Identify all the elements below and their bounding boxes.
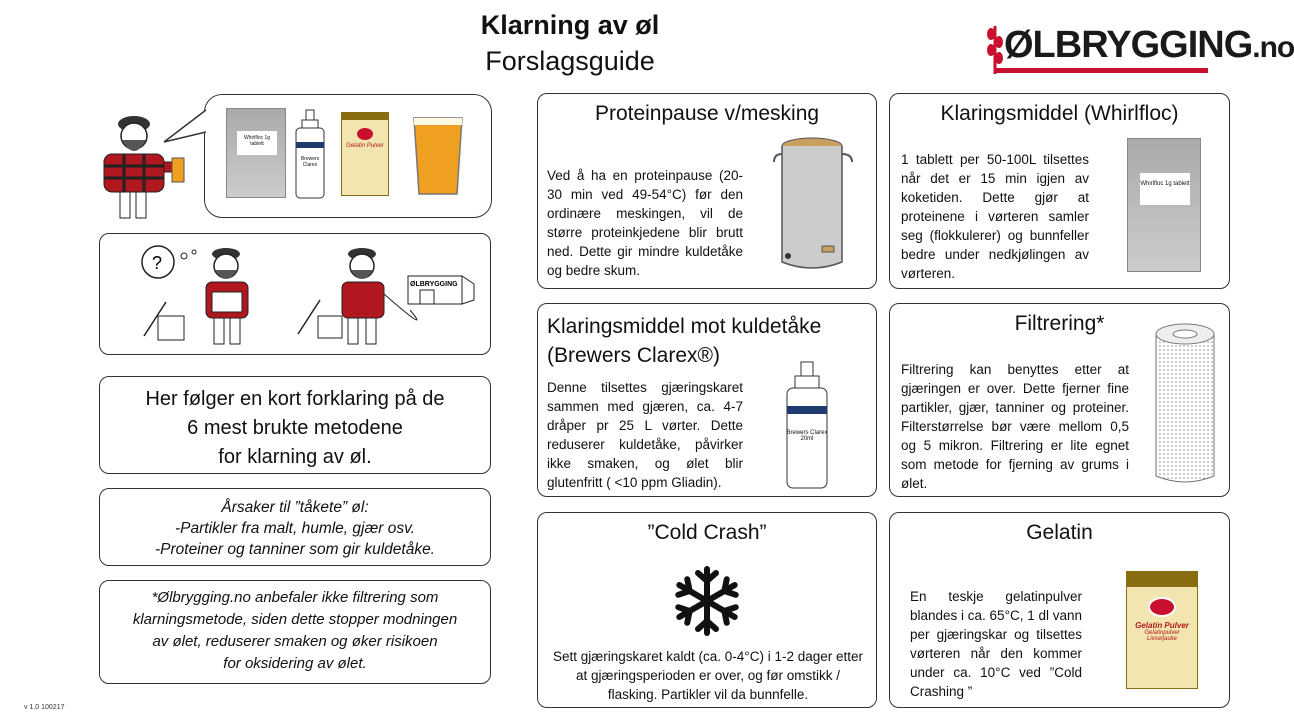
clarex-small-label: Brewers Clarex (300, 156, 320, 168)
causes-heading: Årsaker til ”tåkete” øl: (221, 499, 369, 516)
page-subtitle: Forslagsguide (485, 46, 655, 76)
protein-title: Proteinpause v/mesking (594, 102, 820, 125)
method-cold-crash-card (537, 512, 877, 708)
filtering-note-box (99, 580, 491, 684)
confused-brewer-icon (140, 240, 270, 350)
gelatin-jar-large-icon: Gelatin Pulver Gelatinpulver Livsetjauke (1126, 571, 1198, 689)
whirlfloc-text: 1 tablett per 50-100L tilsettes når det er 15 min igjen av koketiden. Dette gjør at proteinene i vørteren samler seg (flokkulerer) og bunnfeller bedre under nedkjølingen av vørteren. (901, 152, 1089, 281)
intro-box (99, 376, 491, 474)
note-line-1: *Ølbrygging.no anbefaler ikke filtrering som (151, 589, 439, 606)
filter-title: Filtrering* (1014, 312, 1105, 335)
clarex-bottle-large-icon (784, 360, 830, 490)
note-line-2: klarningsmetode, siden dette stopper modningen (132, 611, 458, 628)
method-whirlfloc-card (889, 93, 1230, 289)
method-protein-card (537, 93, 877, 289)
cold-crash-title: ”Cold Crash” (647, 521, 767, 544)
note-line-3: av ølet, reduserer smaken og øker risikoen (152, 633, 438, 650)
snowflake-icon (672, 563, 742, 639)
protein-text: Ved å ha en proteinpause (20-30 min ved 49-54°C) før den ordinære meskingen, vil de større proteinkjedene blir brutt ned. Dette gir mindre kuldetåke og bedre skum. (547, 168, 743, 278)
whirlfloc-title: Klaringsmiddel (Whirlfloc) (940, 102, 1179, 125)
clarex-title-line-2: (Brewers Clarex®) (547, 344, 720, 367)
version-label: v 1.0 100217 (24, 704, 65, 711)
mash-kettle-icon (774, 134, 854, 276)
svg-text:?: ? (152, 253, 163, 273)
whirlfloc-packet-large-icon: Whirlfloc 1g tablett (1127, 138, 1201, 272)
brewer-with-beer-icon (96, 114, 196, 224)
ordering-brewer-icon (292, 244, 482, 350)
clarex-bottle-label: Brewers Clarex 20ml (786, 430, 828, 442)
cold-crash-text: Sett gjæringskaret kaldt (ca. 0-4°C) i 1-2 dager etter at gjæringsperioden er over, og før omstikk / flasking. Partikler vil da bunnfelle. (552, 649, 864, 702)
filter-cartridge-icon (1150, 320, 1220, 490)
svg-text:ØLBRYGGING: ØLBRYGGING (410, 281, 458, 288)
causes-item-1: -Partikler fra malt, humle, gjær osv. (174, 520, 416, 537)
logo-underline (996, 68, 1208, 73)
intro-line-1: Her følger en kort forklaring på de (145, 388, 445, 410)
gelatin-jar-icon: Gelatin Pulver (341, 112, 389, 196)
intro-line-2: 6 mest brukte metodene (187, 417, 403, 439)
note-line-4: for oksidering av ølet. (223, 655, 367, 672)
gelatin-text: En teskje gelatinpulver blandes i ca. 65°C, 1 dl vann per gjæringskar og tilsettes vørteren når den kommer under ca. 10°C ved ”Cold Crashing ” (910, 589, 1083, 699)
causes-box (99, 488, 491, 566)
gelatin-title: Gelatin (1026, 521, 1093, 544)
filter-text: Filtrering kan benyttes etter at gjæringen er over. Dette fjerner fine partikler, gjær, tanniner og proteiner. Filterstørrelse bør være mellom 0,5 og 5 mikron. Filtrering er lite egnet som metode for fjerning av grums i ølet. (901, 362, 1129, 491)
method-gelatin-card (889, 512, 1230, 708)
logo-text: ØLBRYGGING.no (1004, 24, 1294, 66)
clarex-title-line-1: Klaringsmiddel mot kuldetåke (547, 315, 822, 338)
clarex-bottle-icon (293, 108, 327, 200)
clarex-text: Denne tilsettes gjæringskaret sammen med gjæren, ca. 4-7 dråper pr 25 L vørter. Dette reduserer kuldetåke, påvirker ikke smaken, og ølet blir glutenfritt ( <10 ppm Gliadin). (547, 380, 743, 490)
whirlfloc-packet-icon: Whirlfloc 1g tablett (226, 108, 286, 198)
page-title: Klarning av øl (480, 10, 660, 40)
intro-line-3: for klarning av øl. (218, 446, 372, 468)
olbrygging-logo[interactable] (982, 20, 1294, 76)
beer-glass-icon (410, 116, 466, 196)
method-clarex-card (537, 303, 877, 497)
causes-item-2: -Proteiner og tanniner som gir kuldetåke. (154, 541, 435, 558)
method-filter-card (889, 303, 1230, 497)
